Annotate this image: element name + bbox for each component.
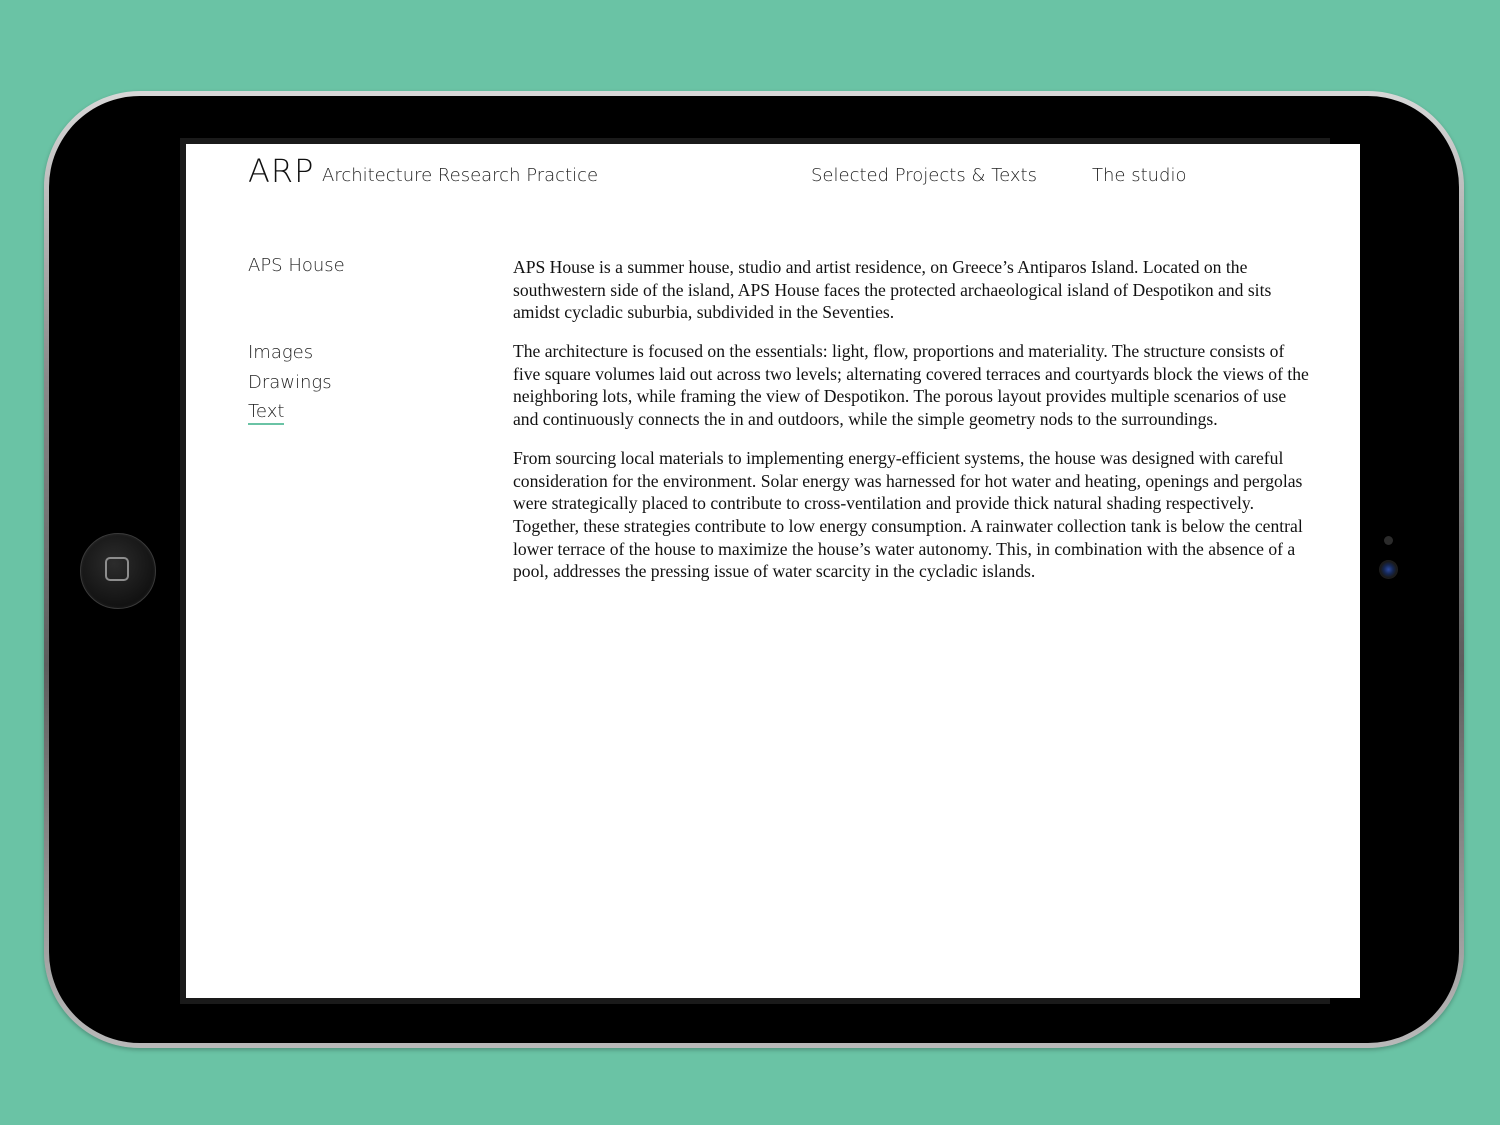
project-text	[513, 256, 1313, 599]
nav-selected-projects[interactable]: Selected Projects & Texts	[811, 165, 1037, 186]
section-nav-label: Drawings	[248, 371, 332, 393]
square-icon	[105, 557, 129, 581]
section-nav-label: Images	[248, 342, 314, 363]
nav-the-studio[interactable]: The studio	[1092, 165, 1187, 186]
camera-icon	[1379, 560, 1398, 579]
section-nav-item-images[interactable]	[248, 342, 332, 372]
section-nav-item-text[interactable]	[248, 401, 332, 431]
section-nav-item-drawings[interactable]	[248, 372, 332, 402]
project-title: APS House	[248, 255, 345, 276]
home-button[interactable]	[80, 533, 156, 609]
sensor-icon	[1384, 536, 1393, 545]
practice-name[interactable]: Architecture Research Practice	[322, 165, 599, 186]
browser-screen	[186, 144, 1360, 998]
section-nav	[248, 342, 332, 431]
section-nav-label-active: Text	[248, 401, 284, 425]
paragraph: The architecture is focused on the essentials: light, flow, proportions and materiality. The structure consists of five square volumes laid out across two levels; alternating covered terraces and courtyards block the views of the neighboring lots, while framing the view of Despotikon. The porous layout provides multiple scenarios of use and continuously connects the in and outdoors, while the simple geometry nods to the surroundings.	[513, 341, 1309, 430]
site-logo[interactable]: ARP	[248, 152, 315, 190]
paragraph: From sourcing local materials to implementing energy-efficient systems, the house was designed with careful consideration for the environment. Solar energy was harnessed for hot water and heating, openings and pergolas were strategically placed to contribute to cross-ventilation and provide thick natural shading respectively. Together, these strategies contribute to low energy consumption. A rainwater collection tank is below the central lower terrace of the house to maximize the house’s water autonomy. This, in combination with the absence of a pool, addresses the pressing issue of water scarcity in the cycladic islands.	[513, 448, 1303, 582]
paragraph: APS House is a summer house, studio and artist residence, on Greece’s Antiparos Island. Located on the southwestern side of the island, APS House faces the protected archaeological island of Despotikon and sits amidst cycladic suburbia, subdivided in the Seventies.	[513, 257, 1272, 323]
